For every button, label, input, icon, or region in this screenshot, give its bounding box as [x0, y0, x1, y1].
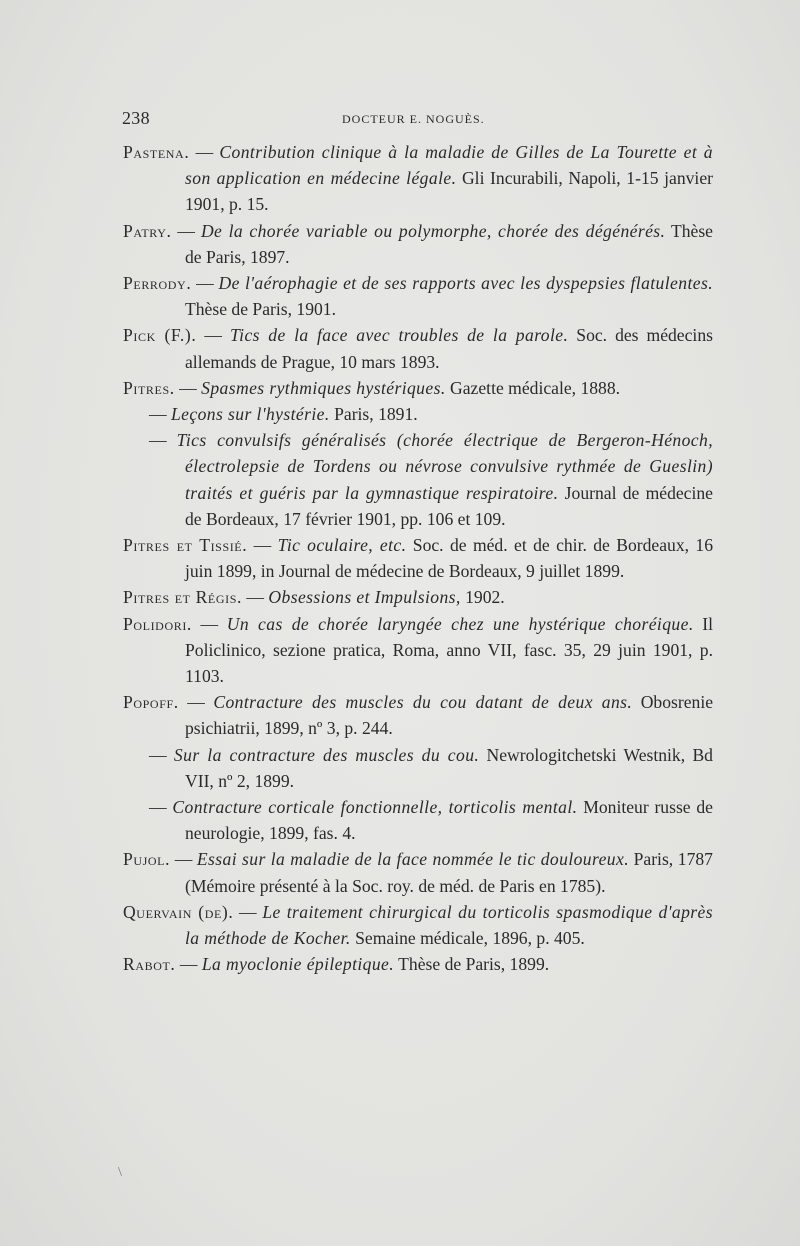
entry-details: Newrologitchetski Westnik, Bd VII, nº 2, 1899.	[185, 744, 713, 791]
entry-dash: —	[179, 377, 197, 398]
entry-title: Contribution clinique à la maladie de Gilles de La Tourette et à son application en médecine légale.	[185, 142, 713, 189]
entry-dash: —	[179, 954, 198, 975]
entry-author: Pitres et Tissié.	[123, 535, 248, 556]
bibliography-entry	[123, 532, 713, 584]
bibliography-entry	[123, 584, 713, 610]
entry-details: Soc. des médecins allemands de Prague, 10 mars 1893.	[185, 325, 713, 372]
bibliography-entry	[123, 689, 713, 741]
entry-title: Tics convulsifs généralisés (chorée électrique de Bergeron-Hénoch, électrolepsie de Tordens ou névrose convulsive rythmée de Gueslin) traités et guéris par la gymnastique respiratoire.	[176, 430, 714, 503]
entry-author: Quervain (de).	[123, 901, 234, 922]
entry-author: Pastena.	[123, 142, 190, 162]
bibliography-subentry	[123, 794, 713, 846]
entry-details: Thèse de Paris, 1901.	[185, 299, 336, 320]
entry-details: Paris, 1787 (Mémoire présenté à la Soc. roy. de méd. de Paris en 1785).	[185, 849, 713, 896]
entry-author: Popoff.	[123, 692, 179, 713]
entry-details: Gli Incurabili, Napoli, 1-15 janvier 1901, p. 15.	[185, 168, 713, 215]
entry-title: Tic oculaire, etc.	[277, 535, 407, 556]
entry-title: Contracture des muscles du cou datant de deux ans.	[213, 692, 633, 713]
entry-details: 1902.	[465, 587, 505, 608]
entry-dash: —	[196, 273, 214, 294]
entry-details: Obosrenie psichiatrii, 1899, nº 3, p. 244.	[185, 692, 714, 739]
bibliography-entry	[123, 899, 713, 951]
entry-details: Thèse de Paris, 1899.	[398, 954, 550, 975]
entry-dash: —	[174, 849, 193, 870]
entry-dash: —	[149, 430, 167, 451]
bibliography-entry	[123, 611, 713, 690]
entry-title: Un cas de chorée laryngée chez une hystérique choréique.	[226, 613, 694, 634]
entry-dash: —	[149, 797, 167, 818]
entry-title: Essai sur la maladie de la face nommée le tic douloureux.	[196, 849, 630, 870]
entry-dash: —	[149, 404, 167, 425]
bibliography-entry	[123, 139, 713, 218]
entry-details: Il Policlinico, sezione pratica, Roma, anno VII, fasc. 35, 29 juin 1901, p. 1103.	[185, 613, 713, 687]
entry-author: Patry.	[123, 220, 172, 241]
running-title: DOCTEUR E. NOGUÈS.	[342, 112, 485, 126]
entry-dash: —	[200, 613, 219, 634]
entry-details: Moniteur russe de neurologie, 1899, fas. 4.	[185, 797, 713, 844]
entry-dash: —	[177, 220, 195, 241]
entry-title: Obsessions et Impulsions,	[268, 587, 461, 608]
entry-author: Pujol.	[123, 849, 171, 870]
bibliography-subentry	[123, 427, 713, 532]
entry-title: Sur la contracture des muscles du cou.	[173, 744, 480, 765]
entry-details: Soc. de méd. et de chir. de Bordeaux, 16 juin 1899, in Journal de médecine de Bordeaux, 9 juillet 1899.	[185, 535, 713, 582]
entry-title: Le traitement chirurgical du torticolis spasmodique d'après la méthode de Kocher.	[185, 901, 713, 949]
entry-author: Pitres.	[123, 377, 175, 398]
entry-details: Journal de médecine de Bordeaux, 17 février 1901, pp. 106 et 109.	[185, 482, 713, 529]
stray-ink-mark: \	[118, 1165, 122, 1180]
page-number: 238	[122, 108, 150, 128]
entry-author: Pick (F.).	[123, 325, 197, 346]
entry-author: Rabot.	[123, 954, 176, 975]
entry-details: Semaine médicale, 1896, p. 405.	[355, 928, 585, 949]
entry-dash: —	[187, 692, 205, 713]
entry-title: Leçons sur l'hystérie.	[171, 404, 330, 425]
entry-details: Gazette médicale, 1888.	[450, 377, 621, 398]
bibliography-entry	[123, 846, 713, 898]
bibliography-entry	[123, 218, 713, 270]
entry-dash: —	[195, 142, 214, 162]
entry-author: Polidori.	[123, 613, 192, 634]
entry-author: Pitres et Régis.	[123, 587, 242, 608]
entry-title: De l'aérophagie et de ses rapports avec les dyspepsies flatulentes.	[218, 273, 713, 294]
bibliography-entry	[123, 322, 713, 374]
bibliography-entry	[123, 270, 713, 322]
entry-dash: —	[246, 587, 264, 608]
entry-details: Thèse de Paris, 1897.	[185, 220, 713, 267]
entry-title: De la chorée variable ou polymorphe, chorée des dégénérés.	[200, 220, 666, 241]
entry-dash: —	[253, 535, 272, 556]
entry-author: Perrody.	[123, 273, 192, 294]
entry-dash: —	[204, 325, 222, 346]
entry-title: Spasmes rythmiques hystériques.	[201, 377, 446, 398]
entry-title: Contracture corticale fonctionnelle, torticolis mental.	[172, 797, 578, 818]
entry-dash: —	[239, 901, 257, 922]
entry-dash: —	[149, 744, 167, 765]
entry-title: Tics de la face avec troubles de la parole.	[229, 325, 569, 346]
entry-title: La myoclonie épileptique.	[201, 954, 395, 975]
bibliography-entry	[123, 951, 713, 977]
bibliography-entry	[123, 375, 713, 401]
bibliography-subentry	[123, 401, 713, 427]
entry-details: Paris, 1891.	[334, 404, 418, 425]
bibliography-subentry	[123, 742, 713, 794]
page-header	[122, 108, 712, 136]
bibliography-list	[123, 139, 713, 978]
